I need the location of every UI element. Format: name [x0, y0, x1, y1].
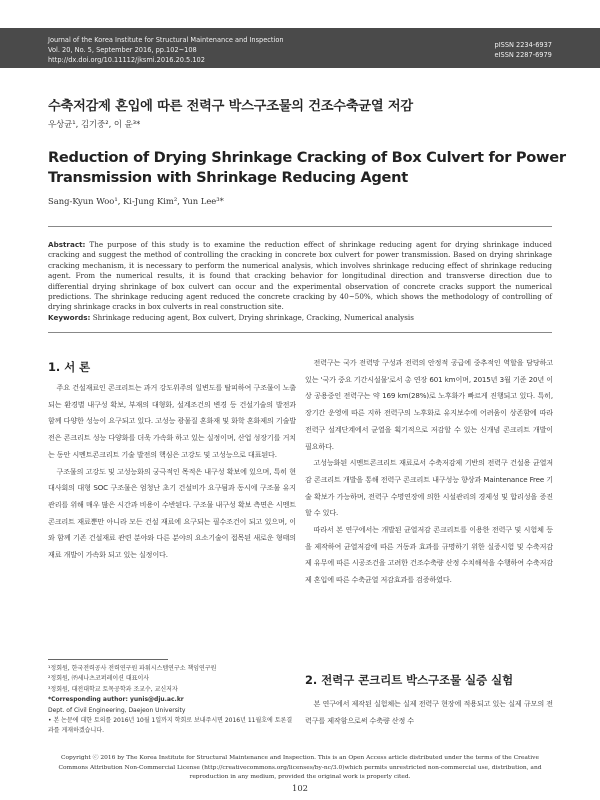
section-1-paragraph: 구조물의 고강도 및 고성능화의 궁극적인 목적은 내구성 확보에 있으며, 특히 현대사회의 대형 SOC 구조물은 엄청난 초기 건설비가 요구됨과 동시에 구조물 유지관리를 위해 매우 많은 시간과 비용이 수반된다. 구조물 내구성 확보 측면은 시멘트콘크리트 재료뿐만 아니라 모든 건설 재료에 요구되는 필수조건이 되고 있으며, 이와 함께 기존 건설재료 관련 분야와 다른 분야의 요소기술이 접목된 새로운 형태의 재료 개발이 가속화 되고 있는 실정이다. [48, 466, 296, 560]
journal-name: Journal of the Korea Institute for Structural Maintenance and Inspection [48, 36, 284, 44]
footnote-affiliation: ³정회원, 대전대학교 토목공학과 조교수, 교신저자 [48, 685, 178, 693]
footnote-affiliation: ²정회원, ㈜세나츠코퍼레이션 대표이사 [48, 675, 150, 683]
section-1-paragraph: 따라서 본 연구에서는 개발된 균열저감 콘크리트를 이용한 전력구 및 시험체 등을 제작하여 균열저감에 따른 거동과 효과를 규명하기 위한 실증시험 및 수축저감제 유무에 따른 시공조건을 고려한 건조수축량 산정 수치해석을 수행하여 수축저감제 혼입에 따른 수축균열 저감효과를 검증하였다. [305, 525, 553, 585]
column-left-body [48, 380, 296, 564]
journal-info [48, 35, 284, 65]
footnotes [48, 664, 296, 737]
copyright-notice: Copyright ⓒ 2016 by The Korea Institute for Structural Maintenance and Inspection. This is an Open Access article distributed under the terms of the Creative Commons Attribution Non-Commercial License (http://creativecommons.org/licenses/by-nc/3.0)which permits unrestricted non-commercial use, distribution, and reproduction in any medium, provided the original work is properly cited. [58, 755, 542, 780]
section-2-body [305, 696, 553, 729]
keywords-text: Shrinkage reducing agent, Box culvert, Drying shrinkage, Cracking, Numerical analysis [92, 313, 414, 322]
journal-volume: Vol. 20, No. 5, September 2016, pp.102~108 [48, 46, 197, 54]
authors-english: Sang-Kyun Woo¹, Ki-Jung Kim², Yun Lee³* [48, 196, 224, 206]
section-1-paragraph: 전력구는 국가 전력망 구성과 전력의 안정적 공급에 중추적인 역할을 담당하고 있는 '국가 중요 기간시설물'로서 총 연장 601 km이며, 2015년 3월 기준 20년 이상 공용중인 전력구는 약 169 km(28%)로 노후화가 빠르게 진행되고 있다. 특히, 장기간 운영에 따른 지하 전력구의 노후화로 유지보수에 어려움이 상존함에 따라 전력구 설계단계에서 균열을 획기적으로 저감할 수 있는 신개념 콘크리트 개발이 필요하다. [305, 358, 553, 451]
title-english: Reduction of Drying Shrinkage Cracking of Box Culvert for Power Transmission with Shrinkage Reducing Agent [48, 149, 566, 186]
doi-link[interactable]: http://dx.doi.org/10.11112/jksmi.2016.20.5.102 [48, 56, 205, 64]
department: Dept. of Civil Engineering, Daejeon University [48, 706, 186, 714]
keywords-label: Keywords: [48, 313, 91, 322]
journal-header [0, 28, 600, 68]
section-2-paragraph: 본 연구에서 제작된 실험체는 실제 전력구 현장에 적용되고 있는 실제 규모의 전력구를 제작함으로써 수축량 산정 수 [305, 699, 553, 725]
discussion-note: • 본 논문에 대한 토의를 2016년 10월 1일까지 학회로 보내주시면 2016년 11월호에 토론결과를 게재하겠습니다. [48, 717, 293, 735]
divider-abstract [48, 332, 552, 333]
abstract-label: Abstract: [48, 240, 86, 249]
column-right-body [305, 355, 553, 589]
issn-info [495, 40, 552, 60]
section-2-title: 2. 전력구 콘크리트 박스구조물 실증 실험 [305, 673, 514, 687]
pissn: pISSN 2234-6937 [494, 41, 552, 49]
authors-korean: 우상균¹, 김기중², 이 윤³* [48, 119, 141, 129]
footnote-affiliation: ¹정회원, 한국전력공사 전력연구원 파워시스템연구소 책임연구원 [48, 665, 217, 672]
divider-top [48, 226, 552, 227]
eissn: eISSN 2287-6979 [494, 51, 552, 59]
abstract-text: The purpose of this study is to examine the reduction effect of shrinkage reducing agent for drying shrinkage induced cracking and suggest the method of controlling the cracking in concrete box culvert for power transmission. Based on drying shrinkage cracking mechanism, it is necessary to perform the numerical analysis, which involves shrinkage reducing effect of shrinkage reducing agent. From the numerical results, it is found that cracking behavior for longitudinal direction and transverse direction due to differential drying shrinkage of box culvert can occur and the experimental observation of concrete cracks support the numerical predictions. The shrinkage reducing agent reduced the concrete cracking by 40~50%, which shows the methodology of controlling of drying shrinkage cracks in box culverts in real construction site. [48, 240, 552, 312]
page-number: 102 [292, 783, 308, 793]
section-1-title: 1. 서 론 [48, 360, 91, 374]
title-korean: 수축저감제 혼입에 따른 전력구 박스구조물의 건조수축균열 저감 [48, 99, 413, 114]
abstract [48, 240, 552, 313]
footnote-divider [48, 659, 168, 660]
section-1-paragraph: 주요 건설재료인 콘크리트는 과거 강도위주의 일변도를 탈피하여 구조물이 노출되는 환경별 내구성 확보, 부재의 대형화, 설계조건의 변경 등 건설기술의 발전과 함께 다양한 성능이 요구되고 있다. 고성능 광물질 혼화재 및 화학 혼화제의 기술발전은 콘크리트 성능 다양화를 더욱 가속화 하고 있는 실정이며, 산업 성장기를 거치는 동안 시멘트콘크리트 기술 발전의 핵심은 고강도 및 고성능으로 대표된다. [48, 383, 296, 459]
corresponding-author: *Corresponding author: yunis@dju.ac.kr [48, 696, 184, 704]
keywords [48, 313, 552, 323]
section-1-paragraph: 고성능화된 시멘트콘크리트 재료로서 수축저감제 기반의 전력구 건설용 균열저감 콘크리트 개발을 통해 전력구 콘크리트 내구성능 향상과 Maintenance Free 기술 확보가 가능하며, 전력구 수명연장에 의한 시설관리의 경제성 및 합리성을 증진할 수 있다. [305, 458, 553, 518]
